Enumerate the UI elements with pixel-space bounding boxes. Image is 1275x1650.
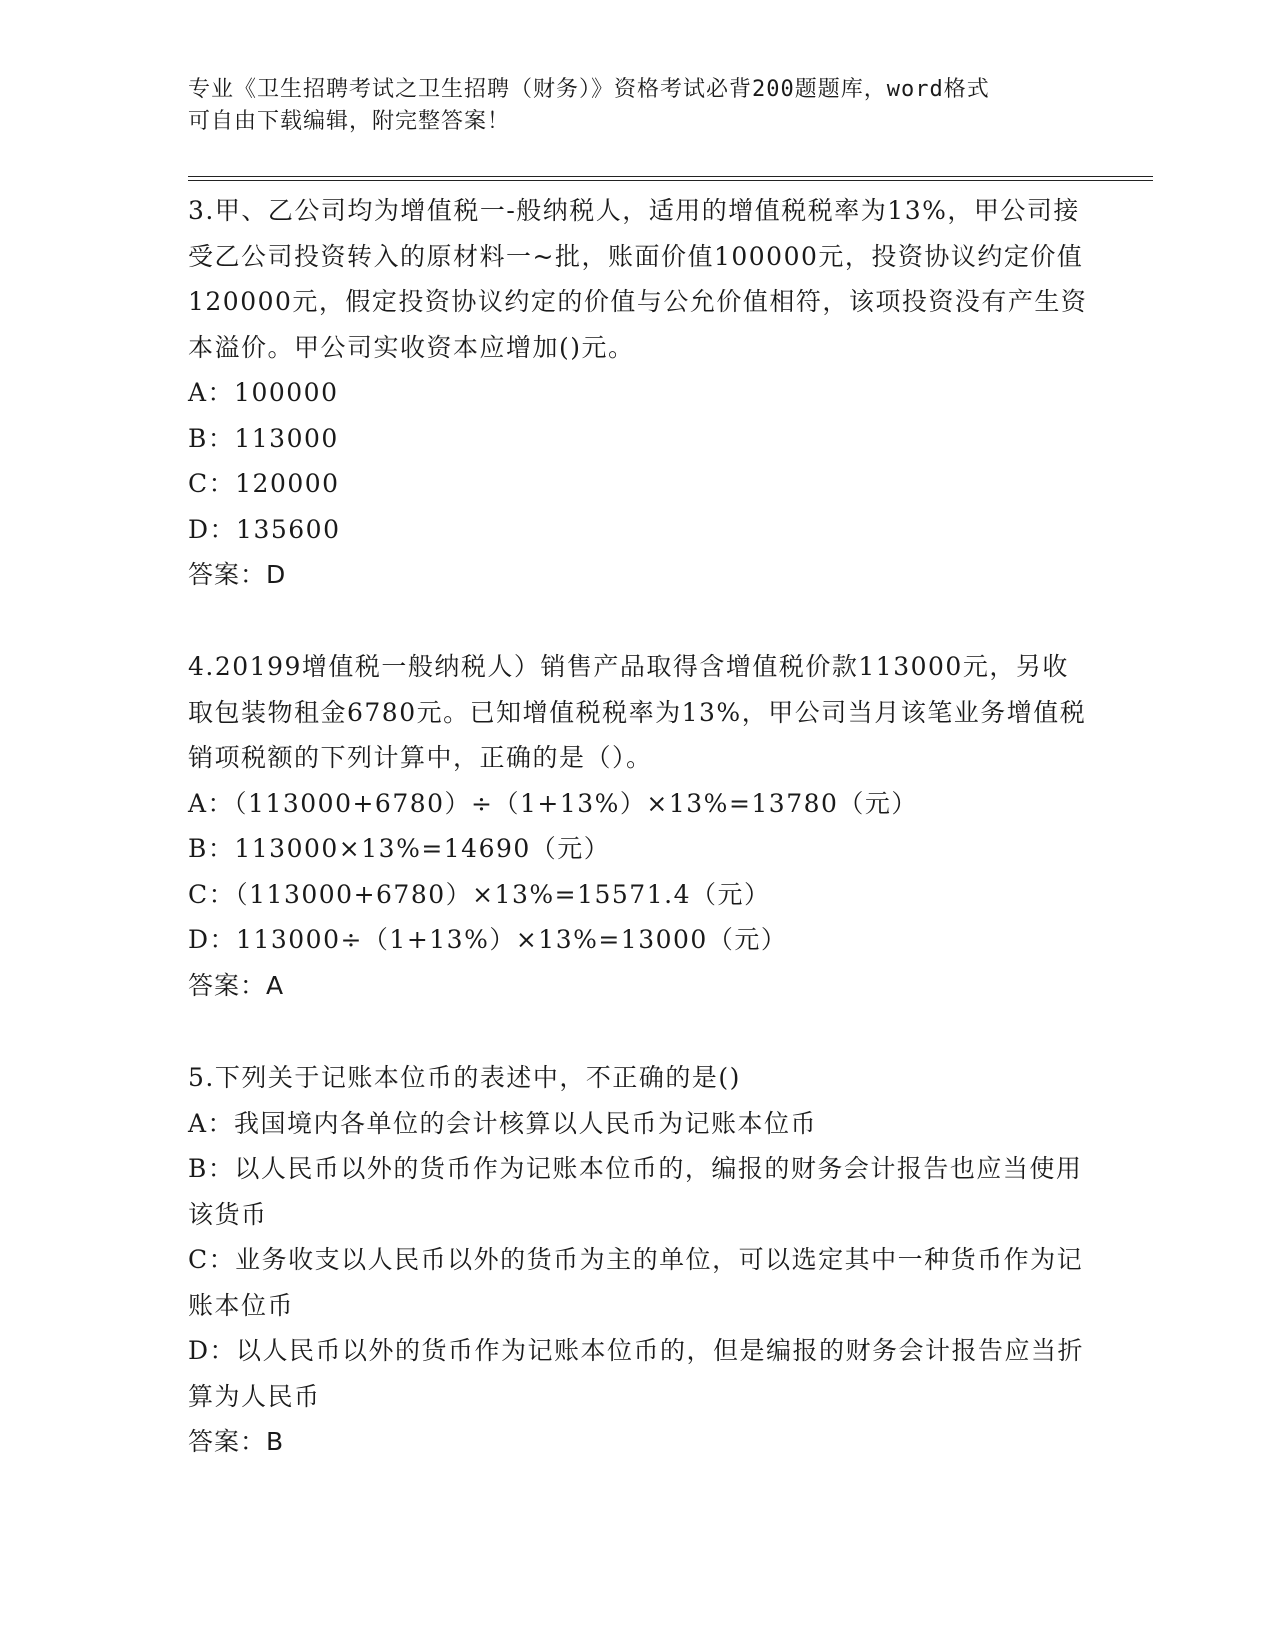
option-c: C：业务收支以人民币以外的货币为主的单位，可以选定其中一种货币作为记账本位币 <box>188 1245 1084 1320</box>
option-a: A：100000 <box>188 378 339 407</box>
question-4 <box>188 644 1088 1008</box>
option-d: D：135600 <box>188 514 341 544</box>
header-divider <box>188 176 1153 181</box>
document-header <box>188 74 1068 138</box>
question-stem: 5.下列关于记账本位币的表述中，不正确的是() <box>188 1063 741 1092</box>
question-5 <box>188 1055 1088 1465</box>
header-line-1: 专业《卫生招聘考试之卫生招聘（财务）》资格考试必背200题题库，word格式 <box>188 77 990 102</box>
option-c: C：120000 <box>188 469 340 498</box>
option-d: D：113000÷（1+13%）×13%=13000（元） <box>188 925 788 954</box>
option-d: D：以人民币以外的货币作为记账本位币的，但是编报的财务会计报告应当折算为人民币 <box>188 1336 1085 1411</box>
option-b: B：113000 <box>188 423 339 453</box>
option-b: B：以人民币以外的货币作为记账本位币的，编报的财务会计报告也应当使用该货币 <box>188 1154 1083 1229</box>
question-stem: 4.20199增值税一般纳税人）销售产品取得含增值税价款113000元，另收取包装物租金6780元。已知增值税税率为13%，甲公司当月该笔业务增值税销项税额的下列计算中，正确的是（）。 <box>188 652 1087 772</box>
header-line-2: 可自由下载编辑，附完整答案！ <box>188 109 511 134</box>
question-3 <box>188 188 1088 598</box>
option-a: A：我国境内各单位的会计核算以人民币为记账本位币 <box>188 1108 818 1138</box>
answer: 答案：D <box>188 560 287 589</box>
option-b: B：113000×13%=14690（元） <box>188 834 611 863</box>
question-stem: 3.甲、乙公司均为增值税一-般纳税人，适用的增值税税率为13%，甲公司接受乙公司投资转入的原材料一~批，账面价值100000元，投资协议约定价值120000元，假定投资协议约定的价值与公允价值相符，该项投资没有产生资本溢价。甲公司实收资本应增加()元。 <box>188 196 1088 362</box>
option-a: A：（113000+6780）÷（1+13%）×13%=13780（元） <box>188 788 918 818</box>
answer: 答案：B <box>188 1427 285 1456</box>
option-c: C：（113000+6780）×13%=15571.4（元） <box>188 879 771 909</box>
answer: 答案：A <box>188 970 285 1000</box>
